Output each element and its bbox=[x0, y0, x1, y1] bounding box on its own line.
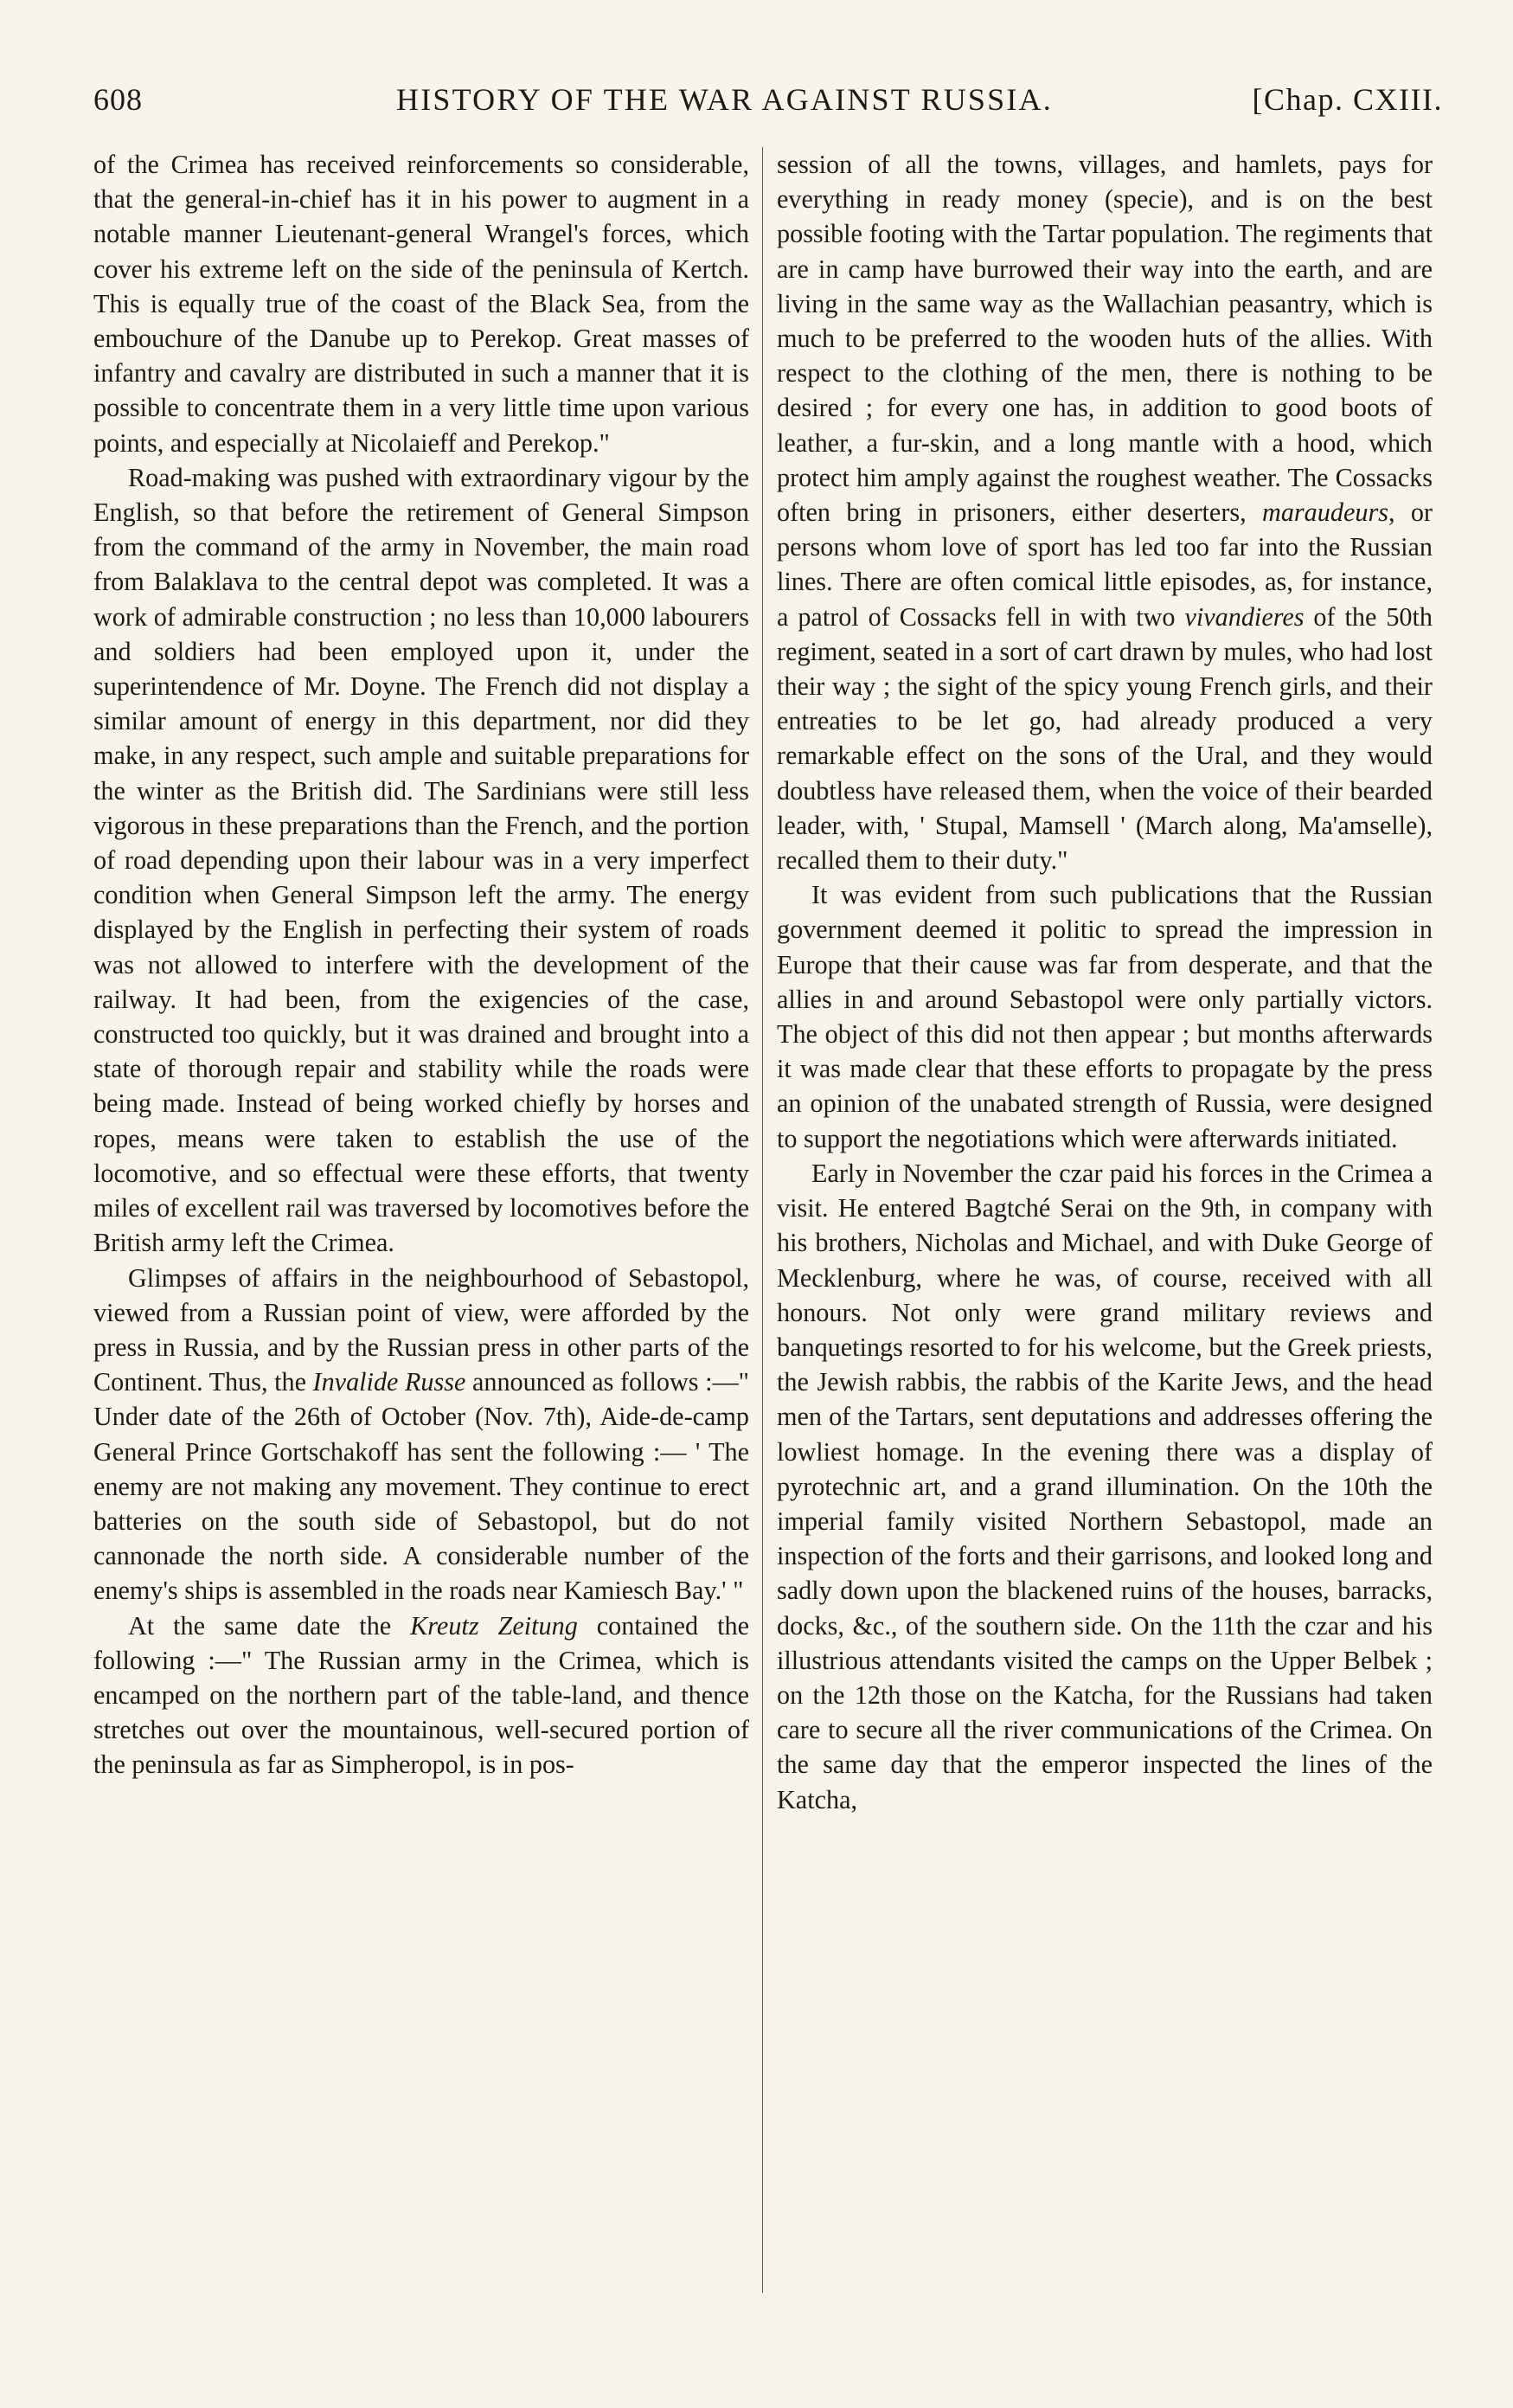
text-run: Glimpses of affairs in the neighbourhood of Sebastopol, viewed from a Russian point of view, were afforded by the press in Russia, and by the Russian press in other parts of the Continent. Thus, the bbox=[93, 1262, 749, 1397]
periodical-title: Kreutz Zeitung bbox=[410, 1610, 578, 1641]
paragraph bbox=[93, 1261, 749, 1609]
text-run: contained the following :—" The Russian army in the Crimea, which is encamped on the northern part of the table-land, and thence stretches out over the mountainous, well-secured portion of the peninsula as far as Simpheropol, is in pos- bbox=[93, 1610, 749, 1780]
running-title: HISTORY OF THE WAR AGAINST RUSSIA. bbox=[396, 82, 1053, 117]
paragraph: Road-making was pushed with extraordinary vigour by the English, so that before the retirement of General Simpson from the command of the army in November, the main road from Balaklava to the central depot was completed. It was a work of admirable construction ; no less than 10,000 labourers and soldiers had been employed upon it, under the superintendence of Mr. Doyne. The French did not display a similar amount of energy in this department, nor did they make, in any respect, such ample and suitable preparations for the winter as the British did. The Sardinians were still less vigorous in these preparations than the French, and the portion of road depending upon their labour was in a very imperfect condition when General Simpson left the army. The energy displayed by the English in perfecting their system of roads was not allowed to interfere with the development of the railway. It had been, from the exigencies of the case, constructed too quickly, but it was drained and brought into a state of thorough repair and stability while the roads were being made. Instead of being worked chiefly by horses and ropes, means were taken to establish the use of the locomotive, and so effectual were these efforts, that twenty miles of excellent rail was traversed by locomotives before the British army left the Crimea. bbox=[93, 462, 749, 1258]
text-run: At the same date the bbox=[128, 1610, 411, 1641]
text-run: , or persons whom love of sport has led too far into the Russian lines. There are often comical little episodes, as, for instance, a patrol of Cossacks fell in with two bbox=[777, 498, 1433, 632]
paragraph: of the Crimea has received reinforcements so considerable, that the general-in-chief has it in his power to augment in a notable manner Lieutenant-general Wrangel's forces, which cover his extreme left on the side of the peninsula of Kertch. This is equally true of the coast of the Black Sea, from the embouchure of the Danube up to Perekop. Great masses of infantry and cavalry are distributed in such a manner that it is possible to concentrate them in a very little time upon various points, and especially at Nicolaieff and Perekop." bbox=[93, 150, 749, 458]
running-header bbox=[93, 76, 1443, 128]
periodical-title: Invalide Russe bbox=[312, 1367, 466, 1397]
column-divider bbox=[762, 147, 763, 2293]
page-number: 608 bbox=[93, 82, 143, 117]
paragraph: Early in November the czar paid his forces in the Crimea a visit. He entered Bagtché Serai on the 9th, in company with his brothers, Nicholas and Michael, and with Duke George of Mecklenburg, where he was, of course, received with all honours. Not only were grand military reviews and banquetings resorted to for his welcome, but the Greek priests, the Jewish rabbis, the rabbis of the Karite Jews, and the head men of the Tartars, sent deputations and addresses offering the lowliest homage. In the evening there was a display of pyrotechnic art, and a grand illumination. On the 10th the imperial family visited Northern Sebastopol, made an inspection of the forts and their garrisons, and looked long and sadly down upon the blackened ruins of the houses, barracks, docks, &c., of the southern side. On the 11th the czar and his illustrious attendants visited the camps on the Upper Belbek ; on the 12th those on the Katcha, for the Russians had taken care to secure all the river communications of the Crimea. On the same day that the emperor inspected the lines of the Katcha, bbox=[777, 1158, 1433, 1814]
right-column bbox=[777, 147, 1433, 1817]
italic-word: vivandieres bbox=[1184, 601, 1305, 632]
paragraph: It was evident from such publications that the Russian government deemed it politic to spread the impression in Europe that their cause was far from desperate, and that the allies in and around Sebastopol were only partially victors. The object of this did not then appear ; but months afterwards it was made clear that these efforts to propagate by the press an opinion of the unabated strength of Russia, were designed to support the negotiations which were afterwards initiated. bbox=[777, 880, 1433, 1153]
paragraph bbox=[93, 1609, 749, 1782]
italic-word: maraudeurs bbox=[1262, 498, 1388, 528]
paragraph bbox=[777, 147, 1433, 877]
text-run: session of all the towns, villages, and hamlets, pays for everything in ready money (specie), and is on the best possible footing with the Tartar population. The regiments that are in camp have burrowed their way into the earth, and are living in the same way as the Wallachian peasantry, which is much to be preferred to the wooden huts of the allies. With respect to the clothing of the men, there is nothing to be desired ; for every one has, in addition to good boots of leather, a fur-skin, and a long mantle with a hood, which protect him amply against the roughest weather. The Cossacks often bring in prisoners, either deserters, bbox=[777, 150, 1433, 528]
left-column bbox=[93, 147, 749, 1782]
chapter-label: [Chap. CXIII. bbox=[1252, 82, 1443, 117]
text-run: of the 50th regiment, seated in a sort of cart drawn by mules, who had lost their way ; the sight of the spicy young French girls, and their entreaties to be let go, had already produced a very remarkable effect on the sons of the Ural, and they would doubtless have released them, when the voice of their bearded leader, with, ' Stupal, Mamsell ' (March along, Ma'amselle), recalled them to their duty." bbox=[777, 601, 1433, 876]
text-run: announced as follows :—" Under date of the 26th of October (Nov. 7th), Aide-de-camp General Prince Gortschakoff has sent the following :— ' The enemy are not making any movement. They continue to erect batteries on the south side of Sebastopol, but do not cannonade the north side. A considerable number of the enemy's ships is assembled in the roads near Kamiesch Bay.' " bbox=[93, 1367, 749, 1606]
